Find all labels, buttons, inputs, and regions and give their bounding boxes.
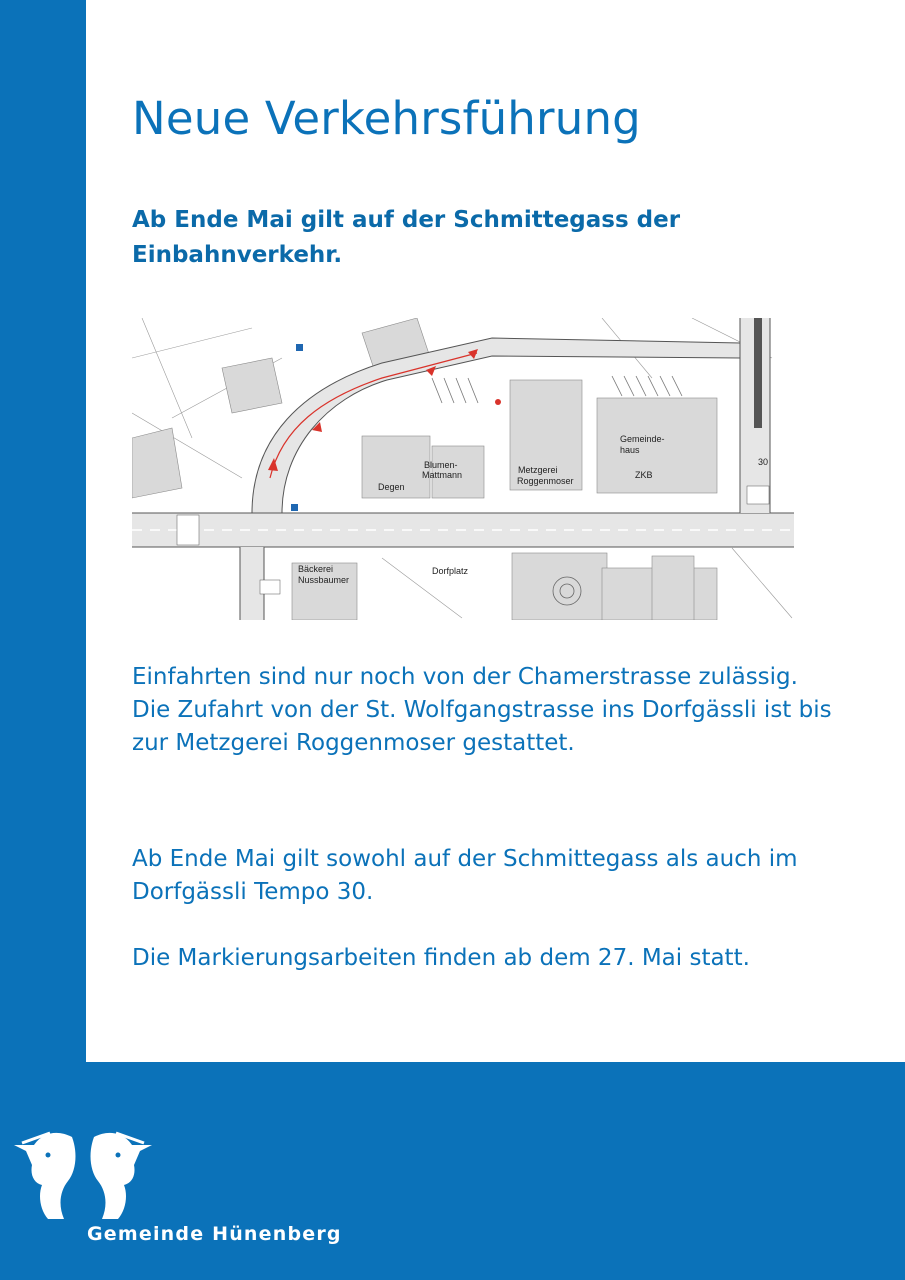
- label-dorfplatz: Dorfplatz: [432, 566, 469, 576]
- label-mattmann: Mattmann: [422, 470, 463, 480]
- label-gemeindehaus-1: Gemeinde-: [620, 434, 665, 444]
- lead-text: Ab Ende Mai gilt auf der Schmittegass der Einbahnverkehr.: [132, 207, 681, 268]
- label-zkb: ZKB: [635, 470, 653, 480]
- organization-name: Gemeinde Hünenberg: [87, 1223, 342, 1245]
- unicorn-logo: [12, 1125, 154, 1220]
- label-blumen: Blumen-: [424, 460, 458, 470]
- label-nussbaumer: Nussbaumer: [298, 575, 350, 585]
- site-plan-map: [132, 318, 794, 620]
- paragraph-tempo: Ab Ende Mai gilt sowohl auf der Schmittegass als auch im Dorfgässli Tempo 30.: [132, 846, 798, 905]
- label-gemeindehaus-2: haus: [620, 445, 640, 455]
- label-tempo-30: 30: [758, 457, 769, 467]
- label-degen: Degen: [378, 482, 405, 492]
- label-metzgerei: Metzgerei: [518, 465, 558, 475]
- paragraph-access: Einfahrten sind nur noch von der Chamerstrasse zulässig. Die Zufahrt von der St. Wolfgangstrasse ins Dorfgässli ist bis zur Metzgerei Roggenmoser gestattet.: [132, 664, 832, 756]
- label-roggenmoser: Roggenmoser: [517, 476, 574, 486]
- page-title: Neue Verkehrsführung: [132, 92, 641, 145]
- paragraph-marking: Die Markierungsarbeiten finden ab dem 27. Mai statt.: [132, 945, 750, 971]
- label-baeckerei: Bäckerei: [298, 564, 334, 574]
